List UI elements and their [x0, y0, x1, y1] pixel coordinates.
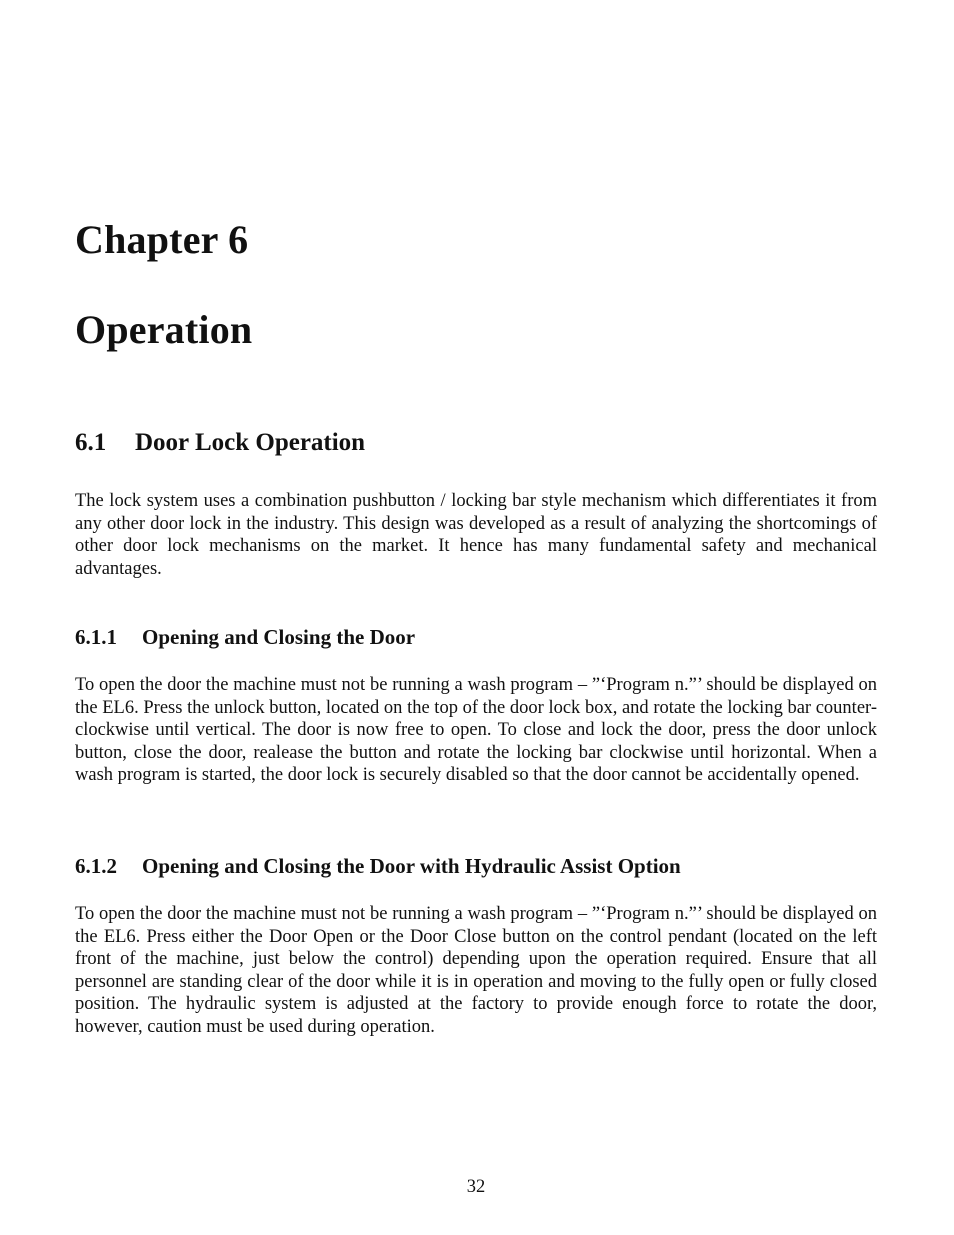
- subsection-title: Opening and Closing the Door with Hydraulic Assist Option: [142, 854, 681, 878]
- subsection-number: 6.1.2: [75, 854, 117, 878]
- paragraph-opening-closing-door: To open the door the machine must not be running a wash program – ”‘Program n.”’ should be displayed on the EL6. Press the unlock button, located on the top of the door lock box, and rotate the locking bar counter-clockwise until vertical. The door is now free to open. To close and lock the door, press the door unlock button, close the door, realease the button and rotate the locking bar clockwise until horizontal. When a wash program is started, the door lock is securely disabled so that the door cannot be accidentally opened.: [75, 675, 877, 786]
- chapter-title: Operation: [75, 307, 253, 352]
- section-number: 6.1: [75, 429, 107, 456]
- subsection-title: Opening and Closing the Door: [142, 625, 416, 649]
- chapter-label: Chapter 6: [75, 217, 249, 262]
- paragraph-hydraulic-assist: To open the door the machine must not be running a wash program – ”‘Program n.”’ should be displayed on the EL6. Press either the Door Open or the Door Close button on the control pendant (located on the left front of the machine, just below the control) depending upon the operation required. Ensure that all personnel are standing clear of the door while it is in operation and moving to the fully open or fully closed position. The hydraulic system is adjusted at the factory to provide enough force to rotate the door, however, caution must be used during operation.: [75, 904, 877, 1037]
- subsection-heading-hydraulic-assist: [75, 853, 681, 879]
- document-page: [75, 0, 877, 1235]
- section-heading-door-lock-operation: [75, 428, 365, 458]
- subsection-heading-opening-closing-door: [75, 624, 415, 650]
- section-title: Door Lock Operation: [135, 429, 366, 456]
- paragraph-door-lock-operation: The lock system uses a combination pushbutton / locking bar style mechanism which differentiates it from any other door lock in the industry. This design was developed as a result of analyzing the shortcomings of other door lock mechanisms on the market. It hence has many fundamental safety and mechanical advantages.: [75, 491, 877, 579]
- subsection-number: 6.1.1: [75, 625, 117, 649]
- page-number: 32: [466, 1177, 486, 1197]
